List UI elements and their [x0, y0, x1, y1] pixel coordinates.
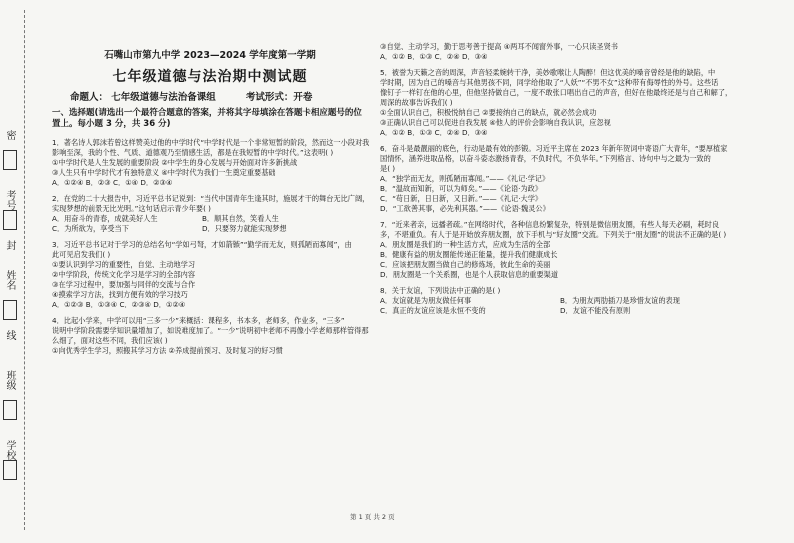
left-column: [52, 50, 368, 356]
question-line: 4．比起小学来，中学可以用“三多一少”来概括：课程多，书本多，老师多，作业多，“三多”: [52, 316, 345, 325]
option-a: A．用奋斗的青春，成就美好人生: [52, 214, 158, 223]
answer-options: A．①②④ B．②③ C．①④ D．②③④: [52, 178, 173, 187]
option-d: D．只要努力就能实现梦想: [202, 224, 287, 233]
seal-line: [24, 10, 25, 530]
option-c: C．应该把朋友圈当做自己的修炼场，彼此生命的美丽: [380, 260, 551, 269]
margin-label-xian: 线: [4, 330, 15, 340]
exam-title: 七年级道德与法治期中测试题: [112, 69, 308, 85]
option-c: C．真正的友谊应该是永恒不变的: [380, 306, 486, 315]
question-line: 此可见启发我们( ): [52, 250, 111, 259]
option-c: C．“苟日新，日日新，又日新。”——《礼记·大学》: [380, 194, 543, 203]
option-a: A．朋友圈是我们的一种生活方式，应成为生活的全部: [380, 240, 551, 249]
statement-item: ①向优秀学生学习，照搬其学习方法 ②养成提前预习、及时复习的好习惯: [52, 346, 283, 355]
question-line: 影响至深，我的个性、气质、道德观乃至情感生活，都是在我短暂的中学时代。”这表明( ): [52, 148, 334, 157]
option-b: B．“温故而知新，可以为师矣。”——《论语·为政》: [380, 184, 543, 193]
statement-item: ②中学阶段，传统文化学习是学习的全部内容: [52, 270, 196, 279]
question-line: ①中学时代是人生发展的重要阶段 ②中学生的身心发展与开始面对许多新挑战: [52, 158, 298, 167]
statement-item: ①要认识到学习的重要性，自觉、主动地学习: [52, 260, 196, 269]
question-2: [52, 194, 368, 234]
question-8: [380, 286, 780, 316]
question-line: 像钉子一样钉在他的心里，但他坚持做自己，一度不敢张口唱出自己的声音，但好在他最终还是与自己和解了，: [380, 88, 733, 97]
question-line: 5．被誉为天籁之音的周深，声音轻柔婉转干净，美妙歌喉让人陶醉！但这优美的嗓音曾经是他的缺陷，中: [380, 68, 716, 77]
margin-box: [3, 210, 17, 230]
option-b: B．健康有益的朋友圈能传递正能量，提升我们健康成长: [380, 250, 558, 259]
margin-label-feng: 封: [4, 240, 15, 250]
option-d: D．友谊不能没有原则: [560, 306, 631, 315]
question-line: 实现梦想的前景无比光明。”这句话启示青少年要( ): [52, 204, 211, 213]
statement-item: ③自觉、主动学习，勤于思考善于提高 ④两耳不闻窗外事，一心只读圣贤书: [380, 42, 618, 51]
question-line: ③人生只有中学时代才有独特意义 ④中学时代为我们一生奠定重要基础: [52, 168, 276, 177]
binding-margin: [0, 0, 48, 543]
question-line: 周深的故事告诉我们( ): [380, 98, 453, 107]
question-6: [380, 144, 780, 214]
question-line: 3．习近平总书记对于学习的总结名句“学如弓弩，才如箭镞”“勤学而无友，则孤陋而寡闻”，由: [52, 240, 352, 249]
question-4: [52, 316, 368, 356]
question-line: 国情怀，涵养进取品格，以奋斗姿态激扬青春，不负时代，不负华年。”下列格言、诗句中与之最为一致的: [380, 154, 711, 163]
margin-label-kaohao: 考号: [4, 190, 15, 210]
page-footer: 第 1 页 共 2 页: [350, 513, 395, 521]
option-d: D．“工欲善其事，必先利其器。”——《论语·魏灵公》: [380, 204, 550, 213]
statement-item: ③在学习过程中，要加强与同伴的交流与合作: [52, 280, 196, 289]
option-d: D．朋友圈是一个关系圈，也是个人获取信息的重要渠道: [380, 270, 559, 279]
section-1-heading: 一、选择题(请选出一个最符合题意的答案，并将其字母填涂在答题卡相应题号的位置上。每小题 3 分，共 36 分): [52, 108, 362, 129]
exam-meta: [52, 92, 368, 104]
question-line: 1．著名诗人郭沫若曾这样赞美过他的中学时代“中学时代是一个非常短暂的阶段，然而这一小段对我: [52, 138, 370, 147]
right-column: [380, 42, 780, 316]
school-title: 石嘴山市第九中学 2023—2024 学年度第一学期: [104, 50, 316, 61]
question-line: 是( ): [380, 164, 396, 173]
question-line: 多，不堪重负。有人于是开始放弃朋友圈，放下手机与“好友圈”交流。下列关于“朋友圈”的说法不正确的是( ): [380, 230, 727, 239]
answer-options: A．①② B．①③ C．②④ D．③④: [380, 128, 488, 137]
margin-box: [3, 300, 17, 320]
option-a: A．“独学而无友，则孤陋而寡闻。”——《礼记·学记》: [380, 174, 550, 183]
margin-label-banji: 班级: [4, 370, 15, 390]
option-b: B．顺其自然，笑看人生: [202, 214, 279, 223]
margin-box: [3, 150, 17, 170]
author: 命题人： 七年级道德与法治备课组: [70, 92, 216, 103]
option-c: C．为所欲为，享受当下: [52, 224, 129, 233]
statement-item: ④摸索学习方法，找到方便有效的学习技巧: [52, 290, 188, 299]
question-line: 2．在党的二十大报告中，习近平总书记说到：“当代中国青年生逢其时，施展才干的舞台无比广阔，: [52, 194, 370, 203]
question-line: 8．关于友谊，下列说法中正确的是( ): [380, 286, 501, 295]
answer-options: A．①② B．①③ C．②④ D．③④: [380, 52, 488, 61]
option-a: A．友谊就是为朋友做任何事: [380, 296, 472, 305]
question-line: 7．“近来者亲，远播者疏。”在网络时代，各种信息纷繁复杂，特别是微信朋友圈，有些人每天必刷，耗时良: [380, 220, 720, 229]
margin-label-xingming: 姓名: [4, 270, 15, 290]
question-line: 说明中学阶段需要学知识量增加了，如说难度加了。“一少”说明初中老师不再像小学老师那样管得那: [52, 326, 369, 335]
question-line: 学时期，因为自己的嗓音与其他男孩不同，同学给他取了“人妖”“不男不女”这种带有侮辱性的外号。这些话: [380, 78, 719, 87]
question-line: 么细了，面对这些不同，我们应该( ): [52, 336, 168, 345]
margin-label-mi: 密: [4, 130, 15, 140]
question-3: [52, 240, 368, 310]
margin-box: [3, 400, 17, 420]
margin-label-xuexiao: 学校: [4, 440, 15, 460]
question-1: [52, 138, 368, 188]
question-line: 6．奋斗是最靓丽的底色，行动是最有效的彭锻。习近平主席在 2023 年新年贺词中寄语广大青年，“要厚植家: [380, 144, 728, 153]
exam-format: 考试形式：开卷: [245, 92, 313, 103]
answer-options: A．①②③ B．①③④ C．②③④ D．①②④: [52, 300, 186, 309]
question-7: [380, 220, 780, 280]
margin-box: [3, 460, 17, 480]
question-5: [380, 68, 780, 138]
statement-item: ①全面认识自己，积极悦纳自己 ②要接纳自己的缺点，就必然会成功: [380, 108, 597, 117]
option-b: B．为朋友两肋插刀是珍惜友谊的表现: [560, 296, 680, 305]
statement-item: ③正确认识自己可以促进自我发展 ④他人的评价会影响自我认识，应忽视: [380, 118, 611, 127]
